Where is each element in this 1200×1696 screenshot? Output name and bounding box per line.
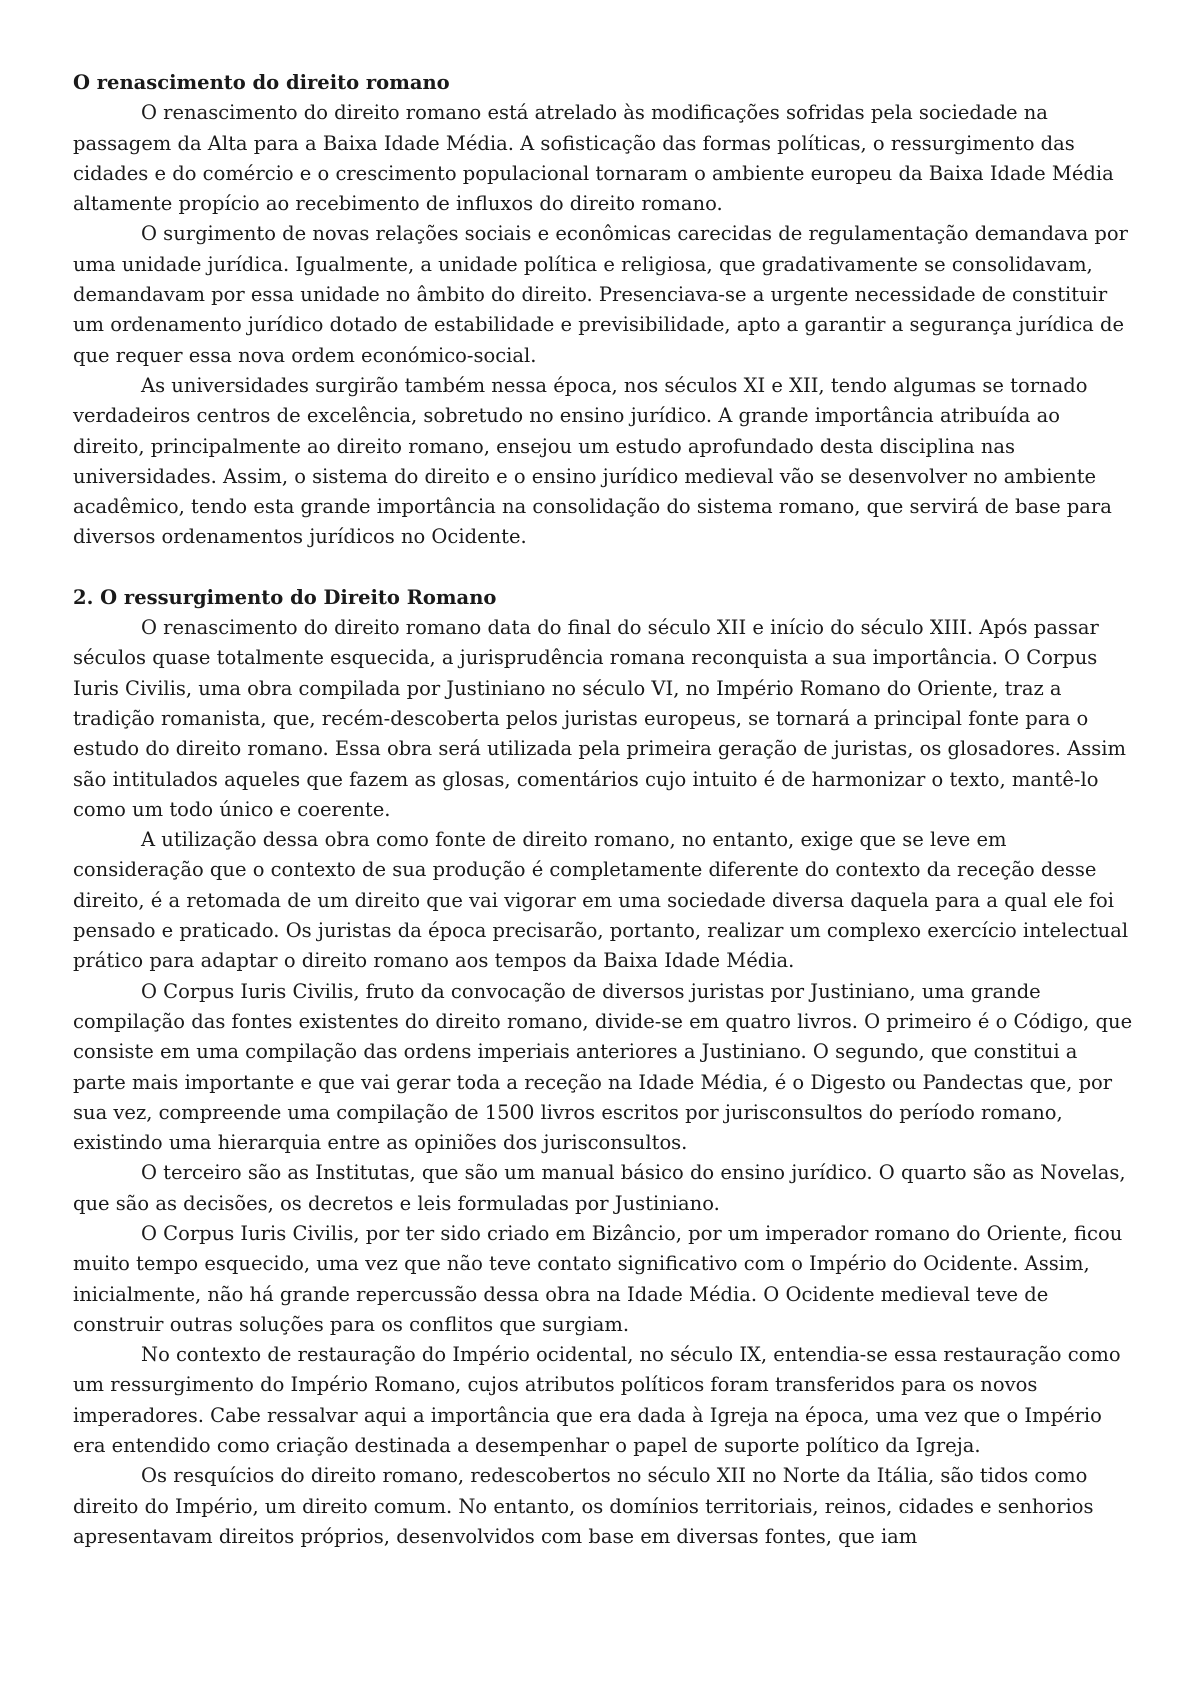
paragraph: O surgimento de novas relações sociais e econômicas carecidas de regulamentação demandava por uma unidade jurídica. Igualmente, a unidade política e religiosa, que gradativamente se consolidavam, demandavam por essa unidade no âmbito do direito. Presenciava-se a urgente necessidade de constituir um ordenamento jurídico dotado de estabilidade e previsibilidade, apto a garantir a segurança jurídica de que requer essa nova ordem económico-social. <box>73 222 1128 367</box>
paragraph: A utilização dessa obra como fonte de direito romano, no entanto, exige que se leve em consideração que o contexto de sua produção é completamente diferente do contexto da receção desse direito, é a retomada de um direito que vai vigorar em uma sociedade diversa daquela para a qual ele foi pensado e praticado. Os juristas da época precisarão, portanto, realizar um complexo exercício intelectual prático para adaptar o direito romano aos tempos da Baixa Idade Média. <box>73 828 1129 973</box>
section-heading: O renascimento do direito romano <box>73 71 450 94</box>
paragraph: O terceiro são as Institutas, que são um manual básico do ensino jurídico. O quarto são as Novelas, que são as decisões, os decretos e leis formuladas por Justiniano. <box>73 1161 1126 1215</box>
paragraph: O renascimento do direito romano está atrelado às modificações sofridas pela sociedade na passagem da Alta para a Baixa Idade Média. A sofisticação das formas políticas, o ressurgimento das cidades e do comércio e o crescimento populacional tornaram o ambiente europeu da Baixa Idade Média altamente propício ao recebimento de influxos do direito romano. <box>73 101 1114 216</box>
paragraph: As universidades surgirão também nessa época, nos séculos XI e XII, tendo algumas se tornado verdadeiros centros de excelência, sobretudo no ensino jurídico. A grande importância atribuída ao direito, principalmente ao direito romano, ensejou um estudo aprofundado desta disciplina nas universidades. Assim, o sistema do direito e o ensino jurídico medieval vão se desenvolver no ambiente acadêmico, tendo esta grande importância na consolidação do sistema romano, que servirá de base para diversos ordenamentos jurídicos no Ocidente. <box>73 373 1112 549</box>
paragraph: O Corpus Iuris Civilis, fruto da convocação de diversos juristas por Justiniano, uma grande compilação das fontes existentes do direito romano, divide-se em quatro livros. O primeiro é o Código, que consiste em uma compilação das ordens imperiais anteriores a Justiniano. O segundo, que constitui a parte mais importante e que vai gerar toda a receção na Idade Média, é o Digesto ou Pandectas que, por sua vez, compreende uma compilação de 1500 livros escritos por jurisconsultos do período romano, existindo uma hierarquia entre as opiniões dos jurisconsultos. <box>73 979 1133 1155</box>
document-page <box>73 68 1133 1552</box>
paragraph: O Corpus Iuris Civilis, por ter sido criado em Bizâncio, por um imperador romano do Oriente, ficou muito tempo esquecido, uma vez que não teve contato significativo com o Império do Ocidente. Assim, inicialmente, não há grande repercussão dessa obra na Idade Média. O Ocidente medieval teve de construir outras soluções para os conflitos que surgiam. <box>73 1221 1123 1336</box>
section-spacer <box>73 553 1133 583</box>
paragraph: No contexto de restauração do Império ocidental, no século IX, entendia-se essa restauração como um ressurgimento do Império Romano, cujos atributos políticos foram transferidos para os novos imperadores. Cabe ressalvar aqui a importância que era dada à Igreja na época, uma vez que o Império era entendido como criação destinada a desempenhar o papel de suporte político da Igreja. <box>73 1343 1121 1458</box>
paragraph: Os resquícios do direito romano, redescobertos no século XII no Norte da Itália, são tidos como direito do Império, um direito comum. No entanto, os domínios territoriais, reinos, cidades e senhorios apresentavam direitos próprios, desenvolvidos com base em diversas fontes, que iam <box>73 1464 1094 1548</box>
paragraph: O renascimento do direito romano data do final do século XII e início do século XIII. Após passar séculos quase totalmente esquecida, a jurisprudência romana reconquista a sua importância. O Corpus Iuris Civilis, uma obra compilada por Justiniano no século VI, no Império Romano do Oriente, traz a tradição romanista, que, recém-descoberta pelos juristas europeus, se tornará a principal fonte para o estudo do direito romano. Essa obra será utilizada pela primeira geração de juristas, os glosadores. Assim são intitulados aqueles que fazem as glosas, comentários cujo intuito é de harmonizar o texto, mantê-lo como um todo único e coerente. <box>73 616 1126 821</box>
section-heading: 2. O ressurgimento do Direito Romano <box>73 585 497 609</box>
